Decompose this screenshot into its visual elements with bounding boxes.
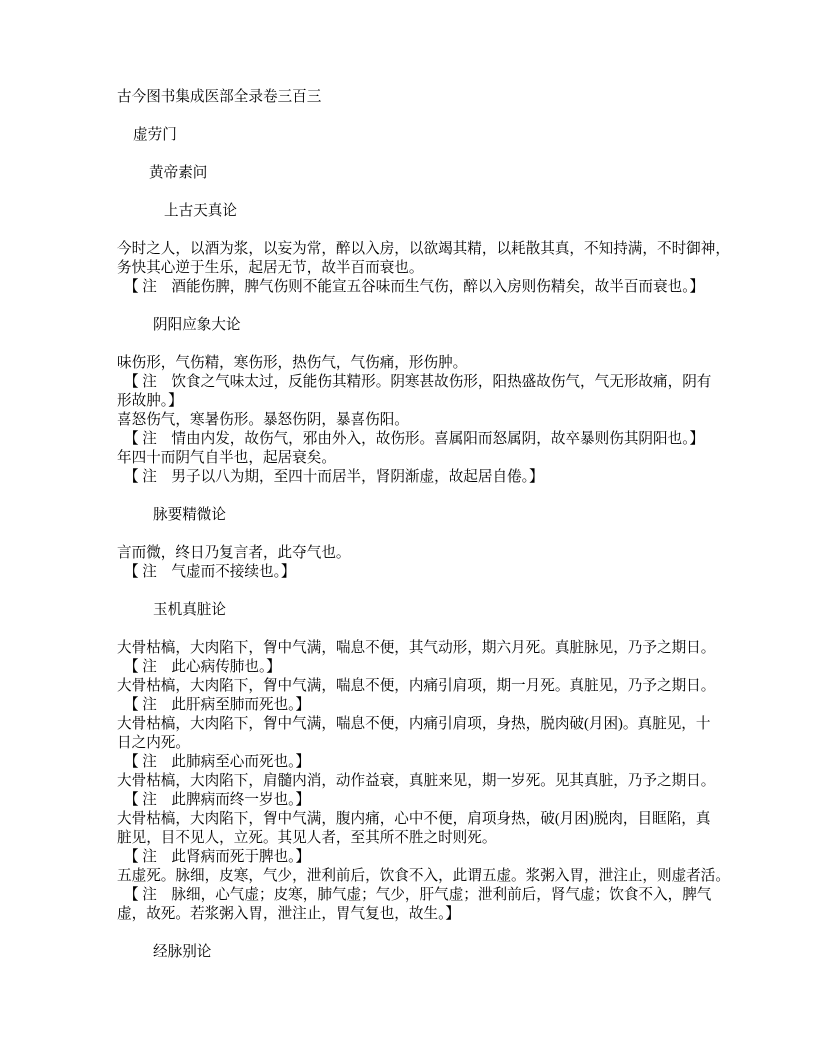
annotation: [117, 373, 717, 411]
text-line: 五虚死。脉细，皮寒，气少，泄利前后，饮食不入，此谓五虚。浆粥入胃，泄注止，则虚者活。: [117, 868, 730, 884]
paragraph: [117, 411, 717, 430]
doc-title: [117, 88, 717, 107]
text-line: 【 注 饮食之气味太过，反能伤其精形。阴寒甚故伤形，阳热盛故伤气，气无形故痛，阴有: [124, 374, 712, 390]
text-line: 脏见，目不见人，立死。其见人者，至其所不胜之时则死。: [117, 830, 497, 846]
text-line: 大骨枯槁，大肉陷下，肩髓内消，动作益衰，真脏来见，期一岁死。见其真脏，乃予之期日。: [117, 773, 716, 789]
annotation: [117, 430, 717, 449]
text-line: 形故肿。】: [117, 393, 183, 409]
text-line: 【 注 气虚而不接续也。】: [124, 564, 296, 580]
text-line: 【 注 酒能伤脾，脾气伤则不能宣五谷味而生气伤，醉以入房则伤精矣，故半百而衰也。】: [124, 279, 705, 295]
annotation: [117, 658, 717, 677]
blank-line: [117, 525, 717, 544]
text-line: 【 注 男子以八为期，至四十而居半，肾阴渐虚，故起居自倦。】: [124, 469, 544, 485]
paragraph: [117, 677, 717, 696]
blank-line: [117, 487, 717, 506]
paragraph: [117, 449, 717, 468]
chapter-heading-jingmai-bielun: [117, 943, 717, 962]
paragraph: [117, 715, 717, 753]
blank-line: [117, 582, 717, 601]
annotation: [117, 696, 717, 715]
blank-line: [117, 221, 717, 240]
text-line: 玉机真脏论: [153, 602, 226, 618]
text-line: 【 注 此肾病而死于脾也。】: [124, 849, 311, 865]
text-line: 古今图书集成医部全录卷三百三: [117, 89, 322, 105]
text-line: 上古天真论: [164, 203, 237, 219]
text-line: 大骨枯槁，大肉陷下，胷中气满，喘息不便，其气动形，期六月死。真脏脉见，乃予之期日。: [117, 640, 716, 656]
blank-line: [117, 335, 717, 354]
text-line: 大骨枯槁，大肉陷下，胷中气满，腹内痛，心中不便，肩项身热，破(月困)脱肉，目眶陷，真: [117, 811, 711, 827]
blank-line: [117, 924, 717, 943]
text-line: 大骨枯槁，大肉陷下，胷中气满，喘息不便，内痛引肩项，身热，脱肉破(月困)。真脏见，十: [117, 716, 711, 732]
text-line: 大骨枯槁，大肉陷下，胷中气满，喘息不便，内痛引肩项，期一月死。真脏见，乃予之期日。: [117, 678, 716, 694]
chapter-heading-maiyao-jingwei-lun: [117, 506, 717, 525]
text-line: 言而微，终日乃复言者，此夺气也。: [117, 545, 351, 561]
paragraph: [117, 354, 717, 373]
paragraph: [117, 810, 717, 848]
annotation: [117, 791, 717, 810]
source-heading-huangdi-suwen: [117, 164, 717, 183]
paragraph: [117, 867, 730, 886]
annotation: [117, 468, 717, 487]
section-heading-xulaomen: [117, 126, 717, 145]
text-line: 今时之人，以酒为浆，以妄为常，醉以入房，以欲竭其精，以耗散其真，不知持满，不时御神，: [117, 241, 730, 257]
blank-line: [117, 620, 717, 639]
text-line: 经脉别论: [153, 944, 212, 960]
text-line: 务快其心逆于生乐，起居无节，故半百而衰也。: [117, 260, 424, 276]
text-line: 【 注 情由内发，故伤气，邪由外入，故伤形。喜属阳而怒属阴，故卒暴则伤其阴阳也。】: [124, 431, 705, 447]
document-body: [117, 88, 730, 962]
text-line: 【 注 此肺病至心而死也。】: [124, 754, 311, 770]
blank-line: [117, 145, 717, 164]
text-line: 年四十而阴气自半也，起居衰矣。: [117, 450, 336, 466]
text-line: 【 注 此心病传肺也。】: [124, 659, 281, 675]
blank-line: [117, 107, 717, 126]
annotation: [117, 886, 717, 924]
blank-line: [117, 183, 717, 202]
text-line: 喜怒伤气，寒暑伤形。暴怒伤阴，暴喜伤阳。: [117, 412, 409, 428]
paragraph: [117, 772, 717, 791]
paragraph: [117, 544, 717, 563]
chapter-heading-yinyang-yingxiang-dalun: [117, 316, 717, 335]
blank-line: [117, 297, 717, 316]
annotation: [117, 563, 717, 582]
text-line: 日之内死。: [117, 735, 190, 751]
paragraph: [117, 639, 717, 658]
text-line: 【 注 脉细，心气虚；皮寒，肺气虚；气少，肝气虚；泄利前后，肾气虚；饮食不入，脾气: [124, 887, 712, 903]
text-line: 【 注 此肝病至肺而死也。】: [124, 697, 311, 713]
text-line: 味伤形，气伤精，寒伤形，热伤气，气伤痛，形伤肿。: [117, 355, 468, 371]
annotation: [117, 753, 717, 772]
annotation: [117, 278, 717, 297]
text-line: 脉要精微论: [153, 507, 226, 523]
chapter-heading-yuji-zhenzang-lun: [117, 601, 717, 620]
text-line: 黄帝素问: [149, 165, 208, 181]
text-line: 虚劳门: [133, 127, 177, 143]
chapter-heading-shanggu-tianzhen-lun: [117, 202, 717, 221]
text-line: 虚，故死。若浆粥入胃，泄注止，胃气复也，故生。】: [117, 906, 460, 922]
text-line: 【 注 此脾病而终一岁也。】: [124, 792, 311, 808]
text-line: 阴阳应象大论: [153, 317, 241, 333]
paragraph: [117, 240, 730, 278]
annotation: [117, 848, 717, 867]
